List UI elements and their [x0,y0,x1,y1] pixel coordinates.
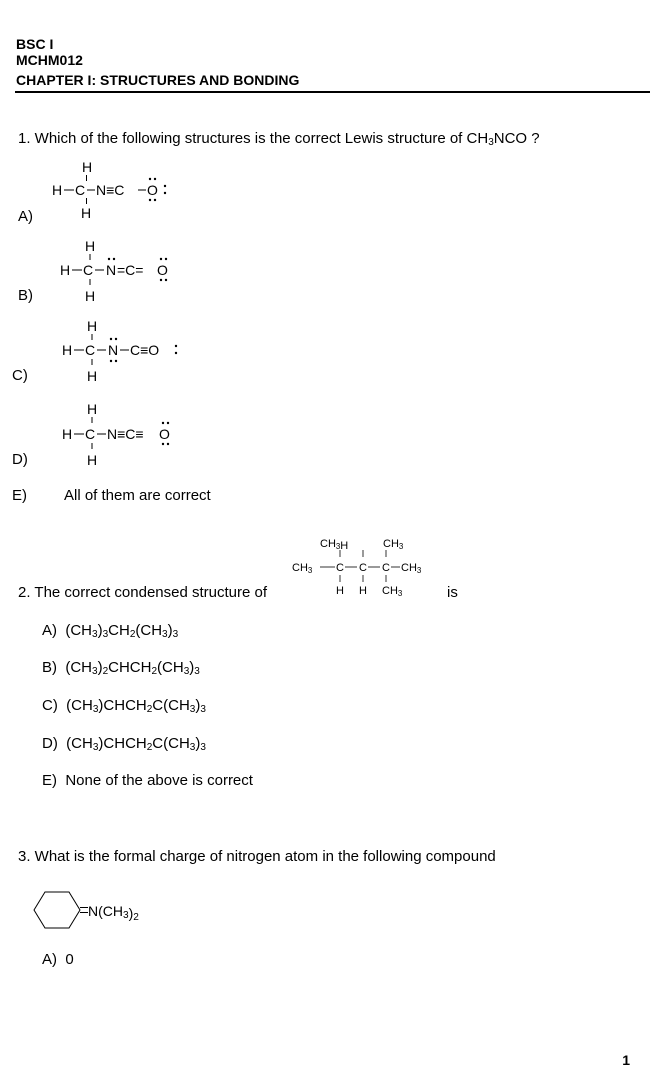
struct-c-co: C≡O [130,342,160,358]
q2-option-a-label: A) [42,622,57,639]
question-3-text: 3. What is the formal charge of nitrogen atom in the following compound [18,848,496,865]
q3-option-a-value: 0 [65,951,74,968]
course-code: MCHM012 [16,52,83,68]
q2-right-ch3: CH3 [401,562,422,575]
struct-d-h-top: H [87,401,98,417]
struct-a-o: O [147,182,158,198]
q2-option-a [42,622,178,640]
q2-option-c-label: C) [42,697,58,714]
q2-is: is [447,584,458,601]
q3-option-a-label: A) [42,951,57,968]
q2-option-c-text: $(CH_3)CHCH_2C(CH_3)_3$ [66,697,206,715]
struct-c-h-bottom: H [87,368,98,384]
q2-c1: C [336,562,344,574]
struct-b-n: N [106,262,117,278]
struct-c-h-top: H [87,318,98,334]
question-2-text: 2. The correct condensed structure of [18,584,268,601]
q2-option-c [42,697,206,715]
course-title: BSC I [16,36,54,52]
header-rule [15,91,650,93]
q2-skeletal-formula [290,532,440,602]
q2-option-d [42,735,206,753]
q1-subscript: 3 [488,137,494,148]
cyclohexane-ring [34,892,80,928]
q2-option-e-text: None of the above is correct [65,772,253,789]
q2-option-b-label: B) [42,659,57,676]
q1-label-c: C) [12,367,28,384]
struct-d-o: O [159,426,170,442]
q1-label-b: B) [18,287,33,304]
question-1-text [18,130,540,148]
q2-top-ch3: CH3 [383,538,404,551]
struct-a-ncc: N≡C [96,182,125,198]
q2-option-b [42,659,200,677]
q2-bottom-h1: H [336,585,344,597]
q2-top-ch3h: CH3H [320,538,349,552]
q1-label-a: A) [18,208,33,225]
struct-c-h-left: H [62,342,73,358]
lewis-structure-a [40,155,200,230]
lewis-structure-c [52,314,212,389]
q2-option-a-text: $(CH_3)_3CH_2(CH_3)_3$ [65,622,179,640]
struct-b-o: O [157,262,168,278]
struct-d-h-left: H [62,426,73,442]
struct-a-h-top: H [82,159,93,175]
q2-option-e-label: E) [42,772,57,789]
struct-b-c: C [83,262,94,278]
lewis-structure-d [52,397,212,472]
struct-b-h-top: H [85,238,96,254]
q2-option-b-text: $(CH_3)_2CHCH_2(CH_3)_3$ [65,659,200,677]
q2-bottom-ch3: CH3 [382,585,403,598]
q2-c2: C [359,562,367,574]
struct-a-h-left: H [52,182,63,198]
page-number: 1 [622,1052,630,1068]
q1-option-e-text: All of them are correct [64,487,211,504]
struct-c-c: C [85,342,96,358]
struct-d-c: C [85,426,96,442]
q3-substituent: N(CH3)2 [88,903,139,923]
chapter-title: CHAPTER I: STRUCTURES AND BONDING [16,72,300,88]
q2-option-e [42,772,253,790]
struct-b-cc: =C= [117,262,144,278]
q1-text-after: NCO ? [493,130,540,147]
struct-b-h-bottom: H [85,288,96,304]
struct-d-h-bottom: H [87,452,98,468]
q2-option-d-text: $(CH_3)CHCH_2C(CH_3)_3$ [66,735,206,753]
q2-bottom-h2: H [359,585,367,597]
q2-left-ch3: CH3 [292,562,313,575]
struct-a-h-bottom: H [81,205,92,221]
q1-label-d: D) [12,451,28,468]
struct-d-nc: N≡C≡ [107,426,144,442]
struct-a-c: C [75,182,86,198]
q2-option-d-label: D) [42,735,58,752]
lewis-structure-b [50,235,210,310]
q3-option-a [42,951,74,969]
q2-c3: C [382,562,390,574]
q1-label-e: E) [12,487,27,504]
q3-cyclohexylidene-structure [28,880,178,940]
struct-c-n: N [108,342,119,358]
q1-text-before: 1. Which of the following structures is the correct Lewis structure of CH [18,130,489,147]
struct-b-h-left: H [60,262,71,278]
